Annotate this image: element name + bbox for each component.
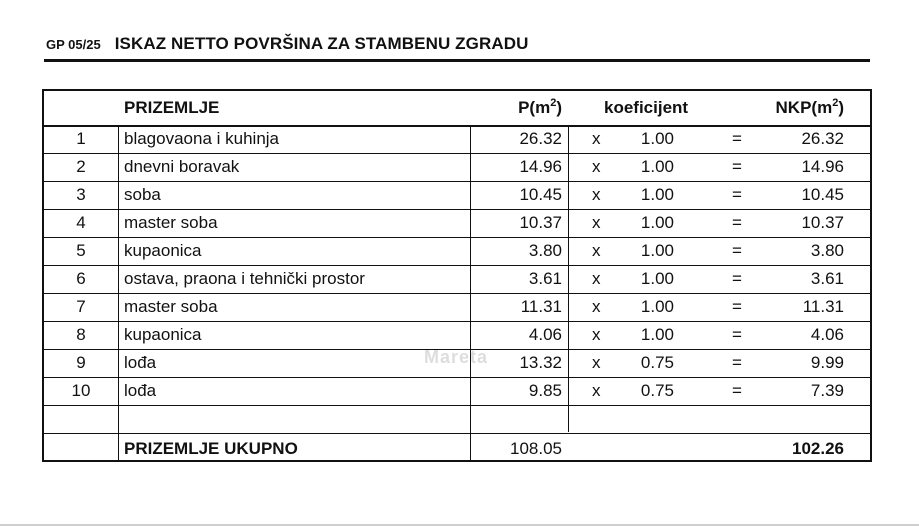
cell-eq: = <box>732 297 742 316</box>
cell-x: x <box>592 325 601 344</box>
cell-name: dnevni boravak <box>124 157 240 176</box>
page-bottom-rule <box>0 524 919 526</box>
cell-coef: 1.00 <box>640 325 674 344</box>
cell-coef: 1.00 <box>640 129 674 148</box>
table-row <box>44 237 870 265</box>
cell-eq: = <box>732 353 742 372</box>
cell-name: kupaonica <box>124 241 202 260</box>
cell-eq: = <box>732 213 742 232</box>
cell-name: master soba <box>124 297 218 316</box>
cell-coef: 1.00 <box>640 269 674 288</box>
table-total-row <box>44 435 870 463</box>
cell-coef: 0.75 <box>640 381 674 400</box>
cell-nkp: 3.80 <box>810 241 844 260</box>
cell-area: 11.31 <box>520 297 562 316</box>
cell-nkp: 11.31 <box>802 297 844 316</box>
document-code: GP 05/25 <box>46 37 101 52</box>
cell-area: 14.96 <box>519 157 562 176</box>
table-row <box>44 181 870 209</box>
cell-x: x <box>592 353 601 372</box>
cell-name: kupaonica <box>124 325 202 344</box>
cell-num: 7 <box>76 297 86 316</box>
total-nkp: 102.26 <box>792 439 844 458</box>
cell-eq: = <box>732 269 742 288</box>
cell-num: 2 <box>76 157 86 176</box>
cell-x: x <box>592 297 601 316</box>
cell-nkp: 10.37 <box>801 213 844 232</box>
cell-area: 9.85 <box>528 381 562 400</box>
cell-area: 13.32 <box>519 353 562 372</box>
cell-name: blagovaona i kuhinja <box>124 129 280 148</box>
table-row <box>44 377 870 405</box>
cell-num: 3 <box>76 185 86 204</box>
cell-area: 4.06 <box>528 325 562 344</box>
table-row <box>44 293 870 321</box>
cell-nkp: 26.32 <box>801 129 844 148</box>
cell-area: 10.37 <box>519 213 562 232</box>
cell-coef: 1.00 <box>640 297 674 316</box>
document-title: ISKAZ NETTO POVRŠINA ZA STAMBENU ZGRADU <box>114 34 529 53</box>
cell-name: master soba <box>124 213 218 232</box>
cell-area: 10.45 <box>519 185 562 204</box>
cell-coef: 1.00 <box>640 157 674 176</box>
cell-name: ostava, praona i tehnički prostor <box>124 269 365 288</box>
cell-x: x <box>592 185 601 204</box>
cell-name: soba <box>124 185 161 204</box>
cell-num: 10 <box>71 381 91 400</box>
table-row <box>44 125 870 153</box>
cell-area: 26.32 <box>519 129 562 148</box>
watermark: Mareta <box>424 347 489 367</box>
total-area: 108.05 <box>510 439 562 458</box>
cell-num: 6 <box>76 269 86 288</box>
cell-x: x <box>592 129 601 148</box>
table-row <box>44 321 870 349</box>
header-rule <box>44 59 870 62</box>
cell-eq: = <box>732 157 742 176</box>
cell-x: x <box>592 381 601 400</box>
cell-nkp: 4.06 <box>810 325 844 344</box>
cell-nkp: 10.45 <box>801 185 844 204</box>
document-header <box>46 34 870 58</box>
cell-eq: = <box>732 241 742 260</box>
cell-nkp: 14.96 <box>801 157 844 176</box>
cell-eq: = <box>732 129 742 148</box>
table-row <box>44 209 870 237</box>
table-row <box>44 265 870 293</box>
cell-coef: 1.00 <box>640 213 674 232</box>
cell-x: x <box>592 213 601 232</box>
cell-num: 9 <box>76 353 86 372</box>
cell-num: 4 <box>76 213 86 232</box>
cell-name: lođa <box>124 353 157 372</box>
cell-x: x <box>592 269 601 288</box>
total-label: PRIZEMLJE UKUPNO <box>124 439 298 458</box>
table-row <box>44 153 870 181</box>
row-divider <box>44 405 870 406</box>
cell-eq: = <box>732 381 742 400</box>
cell-x: x <box>592 241 601 260</box>
cell-coef: 0.75 <box>640 353 674 372</box>
row-divider <box>44 433 870 434</box>
header-nkp: $NKP(m^2)$ <box>775 97 844 117</box>
cell-num: 1 <box>76 129 86 148</box>
cell-x: x <box>592 157 601 176</box>
cell-nkp: 9.99 <box>810 353 844 372</box>
header-section: PRIZEMLJE <box>124 98 220 117</box>
cell-nkp: 3.61 <box>810 269 844 288</box>
cell-nkp: 7.39 <box>810 381 844 400</box>
cell-num: 8 <box>76 325 86 344</box>
table-header-row <box>44 91 870 127</box>
cell-area: 3.61 <box>528 269 562 288</box>
header-coefficient: koeficijent <box>604 98 689 117</box>
cell-coef: 1.00 <box>640 241 674 260</box>
cell-eq: = <box>732 325 742 344</box>
cell-coef: 1.00 <box>640 185 674 204</box>
cell-area: 3.80 <box>528 241 562 260</box>
area-table <box>42 89 872 462</box>
cell-name: lođa <box>124 381 157 400</box>
cell-eq: = <box>732 185 742 204</box>
header-area: $P(m^2)$ <box>518 97 562 117</box>
cell-num: 5 <box>76 241 86 260</box>
